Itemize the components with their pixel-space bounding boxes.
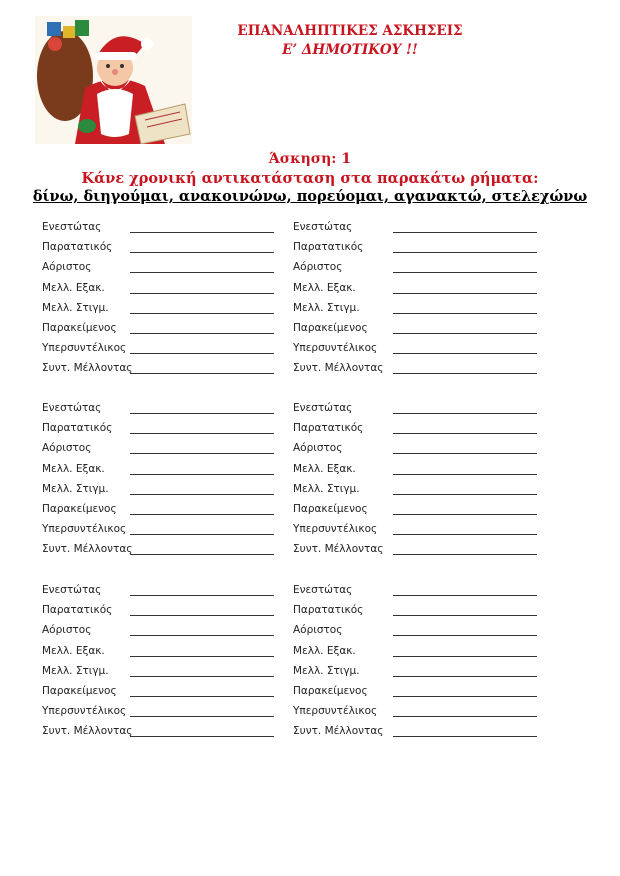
tense-label: Ενεστώτας xyxy=(293,402,353,414)
answer-blank-line[interactable] xyxy=(393,232,537,233)
tense-label: Αόριστος xyxy=(42,624,92,637)
answer-blank-line[interactable] xyxy=(130,554,274,555)
answer-blank-line[interactable] xyxy=(393,252,537,253)
answer-blank-line[interactable] xyxy=(393,656,537,657)
answer-blank-line[interactable] xyxy=(393,433,537,434)
tense-label: Παρακείμενος xyxy=(293,684,368,697)
tense-label: Συντ. Μέλλοντας xyxy=(293,725,384,738)
tense-label: Μελλ. Εξακ. xyxy=(293,281,356,294)
tense-label: Αόριστος xyxy=(42,442,92,455)
tense-label: Μελλ. Εξακ. xyxy=(42,644,105,657)
tense-label: Ενεστώτας xyxy=(42,584,102,596)
tense-label: Μελλ. Στιγμ. xyxy=(42,482,109,495)
answer-blank-line[interactable] xyxy=(130,373,274,374)
tense-label: Συντ. Μέλλοντας xyxy=(42,725,133,738)
tense-label: Μελλ. Εξακ. xyxy=(42,281,105,294)
tense-label: Ενεστώτας xyxy=(293,221,353,233)
tense-label: Μελλ. Στιγμ. xyxy=(42,664,109,677)
answer-blank-line[interactable] xyxy=(130,534,274,535)
answer-blank-line[interactable] xyxy=(393,676,537,677)
tense-label: Παρατατικός xyxy=(293,422,364,435)
answer-blank-line[interactable] xyxy=(130,595,274,596)
exercise-instruction: Κάνε χρονική αντικατάσταση στα παρακάτω ρήματα: xyxy=(81,170,539,187)
tense-label: Αόριστος xyxy=(42,261,92,274)
answer-blank-line[interactable] xyxy=(393,534,537,535)
answer-blank-line[interactable] xyxy=(130,232,274,233)
answer-blank-line[interactable] xyxy=(393,373,537,374)
tense-label: Παρακείμενος xyxy=(42,321,117,334)
tense-label: Μελλ. Στιγμ. xyxy=(42,301,109,314)
answer-blank-line[interactable] xyxy=(393,353,537,354)
answer-blank-line[interactable] xyxy=(130,453,274,454)
exercise-number: Άσκηση: 1 xyxy=(268,151,352,167)
tense-label: Παρακείμενος xyxy=(42,684,117,697)
answer-blank-line[interactable] xyxy=(130,272,274,273)
tense-label: Μελλ. Εξακ. xyxy=(42,462,105,475)
tense-label: Συντ. Μέλλοντας xyxy=(293,543,384,556)
answer-blank-line[interactable] xyxy=(393,494,537,495)
answer-blank-line[interactable] xyxy=(130,433,274,434)
tense-label: Υπερσυντέλικος xyxy=(42,705,127,718)
tense-label: Παρακείμενος xyxy=(293,502,368,515)
answer-blank-line[interactable] xyxy=(130,252,274,253)
answer-blank-line[interactable] xyxy=(393,635,537,636)
tense-label: Ενεστώτας xyxy=(42,221,102,233)
tense-label: Υπερσυντέλικος xyxy=(293,705,378,718)
answer-blank-line[interactable] xyxy=(130,353,274,354)
answer-blank-line[interactable] xyxy=(393,272,537,273)
answer-blank-line[interactable] xyxy=(393,514,537,515)
answer-blank-line[interactable] xyxy=(130,635,274,636)
answer-blank-line[interactable] xyxy=(130,656,274,657)
tense-label: Ενεστώτας xyxy=(293,584,353,596)
tense-label: Μελλ. Στιγμ. xyxy=(293,301,360,314)
tense-label: Αόριστος xyxy=(293,624,343,637)
tense-label: Μελλ. Στιγμ. xyxy=(293,482,360,495)
answer-blank-line[interactable] xyxy=(130,615,274,616)
tense-label: Ενεστώτας xyxy=(42,402,102,414)
tense-label: Αόριστος xyxy=(293,261,343,274)
tense-label: Παρακείμενος xyxy=(293,321,368,334)
page-subtitle: Ε’ ΔΗΜΟΤΙΚΟΥ !! xyxy=(282,42,418,58)
tense-label: Παρακείμενος xyxy=(42,502,117,515)
answer-blank-line[interactable] xyxy=(393,736,537,737)
answer-blank-line[interactable] xyxy=(393,474,537,475)
answer-blank-line[interactable] xyxy=(130,494,274,495)
answer-blank-line[interactable] xyxy=(393,595,537,596)
tense-label: Αόριστος xyxy=(293,442,343,455)
answer-blank-line[interactable] xyxy=(393,696,537,697)
answer-blank-line[interactable] xyxy=(130,716,274,717)
answer-blank-line[interactable] xyxy=(130,474,274,475)
page-title: ΕΠΑΝΑΛΗΠΤΙΚΕΣ ΑΣΚΗΣΕΙΣ xyxy=(237,23,463,39)
answer-blank-line[interactable] xyxy=(393,313,537,314)
answer-blank-line[interactable] xyxy=(393,293,537,294)
tense-label: Παρατατικός xyxy=(293,604,364,617)
tense-label: Μελλ. Εξακ. xyxy=(293,644,356,657)
tense-label: Υπερσυντέλικος xyxy=(42,342,127,355)
tense-label: Παρατατικός xyxy=(42,241,113,254)
answer-blank-line[interactable] xyxy=(393,413,537,414)
answer-blank-line[interactable] xyxy=(130,413,274,414)
tense-label: Υπερσυντέλικος xyxy=(293,523,378,536)
answer-blank-line[interactable] xyxy=(393,615,537,616)
answer-blank-line[interactable] xyxy=(130,313,274,314)
answer-blank-line[interactable] xyxy=(393,716,537,717)
answer-blank-line[interactable] xyxy=(130,333,274,334)
answer-blank-line[interactable] xyxy=(130,696,274,697)
exercise-verbs xyxy=(0,188,620,205)
tense-label: Υπερσυντέλικος xyxy=(42,523,127,536)
tense-label: Μελλ. Στιγμ. xyxy=(293,664,360,677)
answer-blank-line[interactable] xyxy=(393,554,537,555)
answer-blank-line[interactable] xyxy=(130,514,274,515)
tense-label: Παρατατικός xyxy=(42,422,113,435)
answer-blank-line[interactable] xyxy=(393,333,537,334)
tense-label: Συντ. Μέλλοντας xyxy=(42,362,133,375)
tense-label: Υπερσυντέλικος xyxy=(293,342,378,355)
tense-label: Μελλ. Εξακ. xyxy=(293,462,356,475)
tense-label: Συντ. Μέλλοντας xyxy=(293,362,384,375)
answer-blank-line[interactable] xyxy=(130,736,274,737)
tense-label: Παρατατικός xyxy=(42,604,113,617)
page-header xyxy=(200,22,500,60)
answer-blank-line[interactable] xyxy=(130,293,274,294)
verbs-list: δίνω, διηγούμαι, ανακοινώνω, πορεύομαι, αγανακτώ, στελεχώνω xyxy=(32,188,588,205)
answer-blank-line[interactable] xyxy=(130,676,274,677)
answer-blank-line[interactable] xyxy=(393,453,537,454)
tense-label: Παρατατικός xyxy=(293,241,364,254)
tense-label: Συντ. Μέλλοντας xyxy=(42,543,133,556)
santa-illustration xyxy=(35,16,192,144)
